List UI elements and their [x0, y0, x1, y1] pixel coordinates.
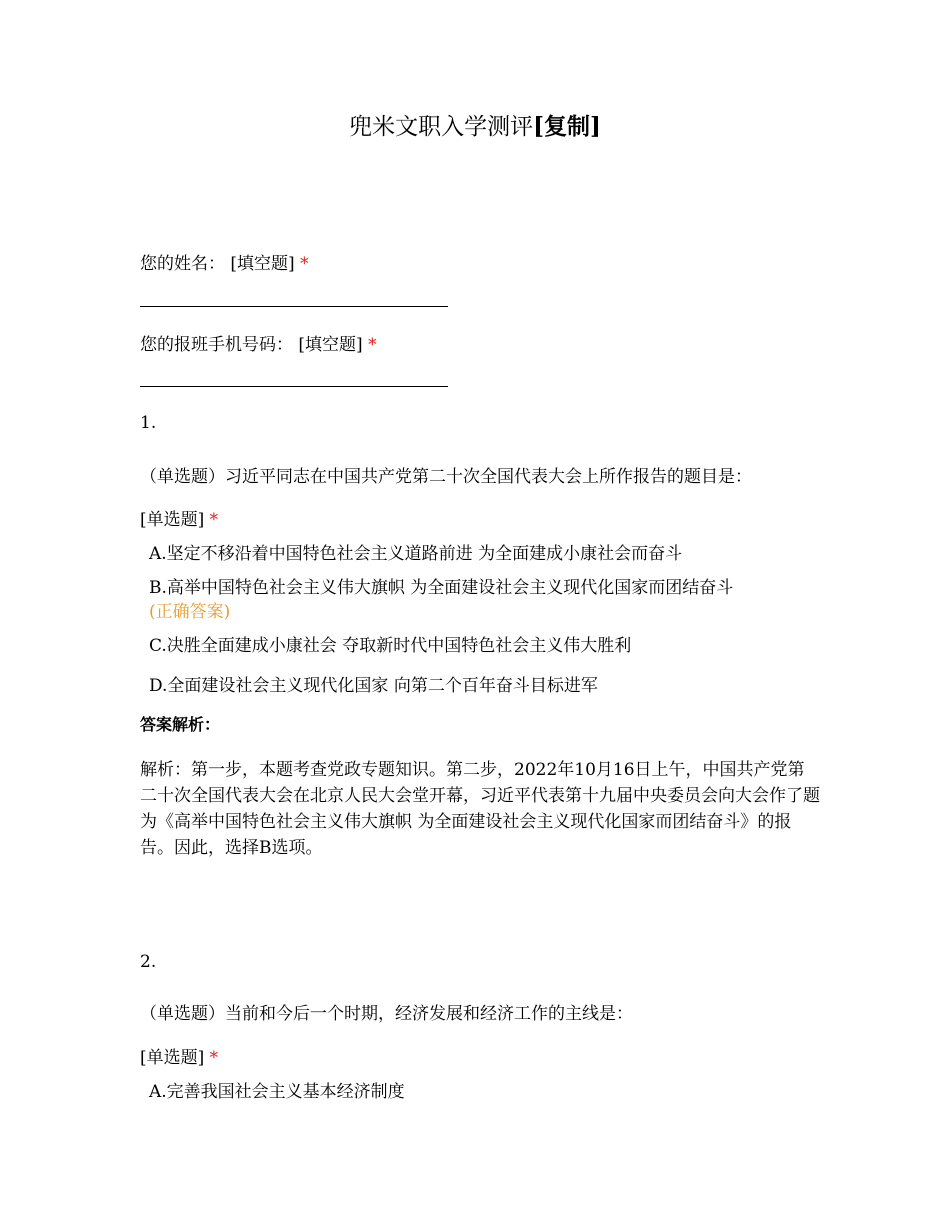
title-main: 兜米文职入学测评: [349, 114, 534, 140]
field-phone-label: 您的报班手机号码： [填空题] *: [140, 335, 377, 355]
document-title: [0, 112, 950, 142]
analysis-text: 解析：第一步，本题考查党政专题知识。第二步，2022年10月16日上午，中国共产党第二十次全国代表大会在北京人民大会堂开幕，习近平代表第十九届中央委员会向大会作了题为《高举中国特色社会主义伟大旗帜 为全面建设社会主义现代化国家而团结奋斗》的报告。因此，选择B选项。: [140, 760, 820, 858]
option-a[interactable]: A.坚定不移沿着中国特色社会主义道路前进 为全面建成小康社会而奋斗: [149, 544, 683, 564]
required-marker: *: [368, 335, 377, 355]
required-marker: *: [209, 510, 219, 530]
option-b[interactable]: B.高举中国特色社会主义伟大旗帜 为全面建设社会主义现代化国家而团结奋斗: [149, 578, 734, 598]
required-marker: *: [300, 254, 309, 274]
question-number: 1.: [140, 413, 157, 433]
question-type: [单选题] *: [140, 1048, 219, 1068]
question-type: [单选题] *: [140, 510, 219, 530]
correct-answer-marker: (正确答案): [149, 602, 231, 622]
field-name-label: 您的姓名： [填空题] *: [140, 254, 309, 274]
field-type: [填空题]: [298, 335, 363, 355]
option-c[interactable]: C.决胜全面建成小康社会 夺取新时代中国特色社会主义伟大胜利: [149, 636, 632, 656]
question-stem: （单选题）当前和今后一个时期，经济发展和经济工作的主线是：: [140, 1004, 633, 1024]
name-answer-blank[interactable]: [140, 306, 448, 307]
analysis-heading: 答案解析：: [140, 715, 221, 734]
option-a[interactable]: A.完善我国社会主义基本经济制度: [149, 1082, 405, 1102]
question-stem: （单选题）习近平同志在中国共产党第二十次全国代表大会上所作报告的题目是：: [140, 467, 752, 487]
field-type: [填空题]: [230, 254, 295, 274]
question-number: 2.: [140, 952, 157, 972]
title-suffix: [复制]: [533, 113, 601, 140]
option-d[interactable]: D.全面建设社会主义现代化国家 向第二个百年奋斗目标进军: [149, 676, 598, 696]
required-marker: *: [209, 1048, 219, 1068]
phone-answer-blank[interactable]: [140, 386, 448, 387]
